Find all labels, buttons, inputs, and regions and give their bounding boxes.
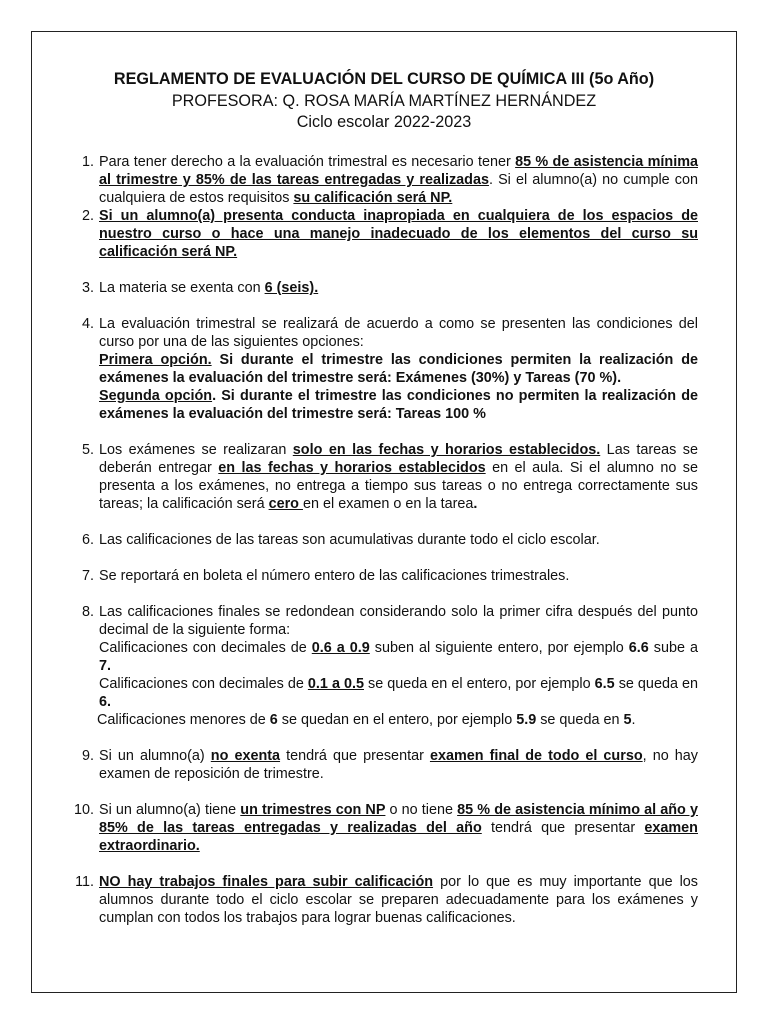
rule-number: 8. bbox=[81, 604, 94, 620]
rule-emphasis: examen final de todo el curso bbox=[429, 748, 643, 764]
rule-number: 11. bbox=[75, 874, 94, 890]
rule-item-9 bbox=[78, 747, 698, 783]
rule-number: 9. bbox=[81, 748, 94, 764]
rule-text: Las tareas se deberán entregar bbox=[99, 442, 698, 476]
document-page bbox=[31, 31, 737, 993]
rule-text: Si un alumno(a) bbox=[99, 748, 211, 764]
option-text: Si durante el trimestre las condiciones permiten la realización de exámenes la evaluación del trimestre será: Exámenes (30%) y Tareas (70 %). bbox=[99, 352, 698, 386]
rule-emphasis: cero bbox=[268, 496, 303, 512]
rule-item-3 bbox=[78, 279, 698, 297]
rule-emphasis: en las fechas y horarios establecidos bbox=[218, 460, 486, 476]
rule-emphasis: 0.6 a 0.9 bbox=[311, 640, 370, 656]
rule-emphasis: 0.1 a 0.5 bbox=[307, 676, 364, 692]
rule-number: 7. bbox=[81, 568, 94, 584]
school-year: Ciclo escolar 2022-2023 bbox=[296, 113, 472, 131]
option-text: . Si durante el trimestre las condiciones no permiten la realización de exámenes la evaluación del trimestre será: Tareas 100 % bbox=[99, 388, 699, 422]
rule-text: Las calificaciones finales se redondean considerando solo la primer cifra después del punto decimal de la siguiente forma: bbox=[99, 604, 698, 638]
rule-number: 4. bbox=[81, 316, 94, 332]
rule-text: por lo que es muy importante que los alumnos durante todo el ciclo escolar se preparen adecuadamente para los exámenes y cumplan con todos los trabajos para lograr buenas calificaciones. bbox=[99, 874, 699, 926]
rule-item-6 bbox=[78, 531, 698, 549]
rules-list bbox=[73, 153, 699, 927]
rule-text: Calificaciones menores de bbox=[97, 712, 270, 728]
rule-item-5 bbox=[78, 441, 698, 513]
rule-emphasis: solo en las fechas y horarios establecidos. bbox=[292, 442, 601, 458]
rule-emphasis: examen extraordinario. bbox=[99, 820, 698, 854]
rule-text: La materia se exenta con bbox=[99, 280, 265, 296]
rule-emphasis: 7. bbox=[99, 658, 112, 674]
rule-number: 6. bbox=[81, 532, 94, 548]
rule-text: se quedan en el entero, por ejemplo bbox=[277, 712, 517, 728]
rule-number: 1. bbox=[81, 154, 94, 170]
rule-emphasis: 85 % de asistencia mínima al trimestre y 85% de las tareas entregadas y realizadas bbox=[99, 154, 698, 188]
rule-text: o no tiene bbox=[385, 802, 458, 818]
rule-text: se queda en el entero, por ejemplo bbox=[363, 676, 595, 692]
rule-text: Si un alumno(a) tiene bbox=[99, 802, 241, 818]
rule-text: en el aula. Si el alumno no se presenta a los exámenes, no entrega a tiempo sus tareas o no entrega correctamente sus tareas; la calificación será bbox=[99, 460, 698, 512]
rule-item-8 bbox=[78, 603, 698, 729]
rule-item-1 bbox=[78, 153, 698, 207]
rule-text: tendrá que presentar bbox=[481, 820, 645, 836]
option-label: Segunda opción bbox=[99, 388, 213, 404]
rule-text: . Si el alumno(a) no cumple con cualquiera de estos requisitos bbox=[99, 172, 698, 206]
rule-item-2 bbox=[78, 207, 698, 261]
rule-text: sube a bbox=[648, 640, 698, 656]
rule-emphasis: 6.5 bbox=[594, 676, 615, 692]
rule-emphasis: 6. bbox=[99, 694, 112, 710]
rule-emphasis: su calificación será NP. bbox=[293, 190, 453, 206]
rule-text: Para tener derecho a la evaluación trimestral es necesario tener bbox=[99, 154, 516, 170]
rule-text: suben al siguiente entero, por ejemplo bbox=[369, 640, 629, 656]
rule-text: Se reportará en boleta el número entero de las calificaciones trimestrales. bbox=[99, 568, 570, 584]
rule-text: en el examen o en la tarea bbox=[302, 496, 474, 512]
rule-text: Las calificaciones de las tareas son acumulativas durante todo el ciclo escolar. bbox=[99, 532, 600, 548]
rule-text: se queda en bbox=[614, 676, 698, 692]
rule-text: . bbox=[631, 712, 636, 728]
rule-number: 2. bbox=[81, 208, 94, 224]
rule-item-7 bbox=[78, 567, 698, 585]
rule-number: 10. bbox=[73, 802, 94, 818]
rule-emphasis: 6.6 bbox=[628, 640, 649, 656]
rule-emphasis: no exenta bbox=[210, 748, 281, 764]
rule-emphasis: Si un alumno(a) presenta conducta inapropiada en cualquiera de los espacios de nuestro curso o hace una manejo inadecuado de los elementos del curso su calificación será NP. bbox=[99, 208, 698, 260]
rule-emphasis: 6 (seis). bbox=[264, 280, 319, 296]
rule-text: se queda en bbox=[536, 712, 624, 728]
rule-text: . bbox=[473, 496, 478, 512]
document-title: REGLAMENTO DE EVALUACIÓN DEL CURSO DE QUÍMICA III (5o Año) bbox=[113, 70, 655, 88]
rule-text: , no hay examen de reposición de trimestre. bbox=[99, 748, 698, 782]
rule-emphasis: 85 % de asistencia mínimo al año y 85% de las tareas entregadas y realizadas del año bbox=[99, 802, 698, 836]
teacher-name: PROFESORA: Q. ROSA MARÍA MARTÍNEZ HERNÁNDEZ bbox=[171, 92, 597, 110]
rule-text: Los exámenes se realizaran bbox=[99, 442, 293, 458]
rule-item-10 bbox=[73, 801, 698, 855]
rule-text: Calificaciones con decimales de bbox=[99, 676, 308, 692]
rule-emphasis: 6 bbox=[269, 712, 278, 728]
rule-text: Calificaciones con decimales de bbox=[99, 640, 312, 656]
rule-number: 3. bbox=[81, 280, 94, 296]
rule-item-11 bbox=[75, 873, 699, 927]
rule-emphasis: un trimestres con NP bbox=[240, 802, 386, 818]
rule-item-4 bbox=[78, 315, 698, 423]
rule-emphasis: 5 bbox=[623, 712, 632, 728]
rule-number: 5. bbox=[81, 442, 94, 458]
rule-text: tendrá que presentar bbox=[280, 748, 430, 764]
option-label: Primera opción. bbox=[99, 352, 212, 368]
rule-emphasis: NO hay trabajos finales para subir calificación bbox=[99, 874, 434, 890]
rule-emphasis: 5.9 bbox=[516, 712, 537, 728]
rule-text: La evaluación trimestral se realizará de acuerdo a como se presenten las condiciones del curso por una de las siguientes opciones: bbox=[99, 316, 698, 350]
